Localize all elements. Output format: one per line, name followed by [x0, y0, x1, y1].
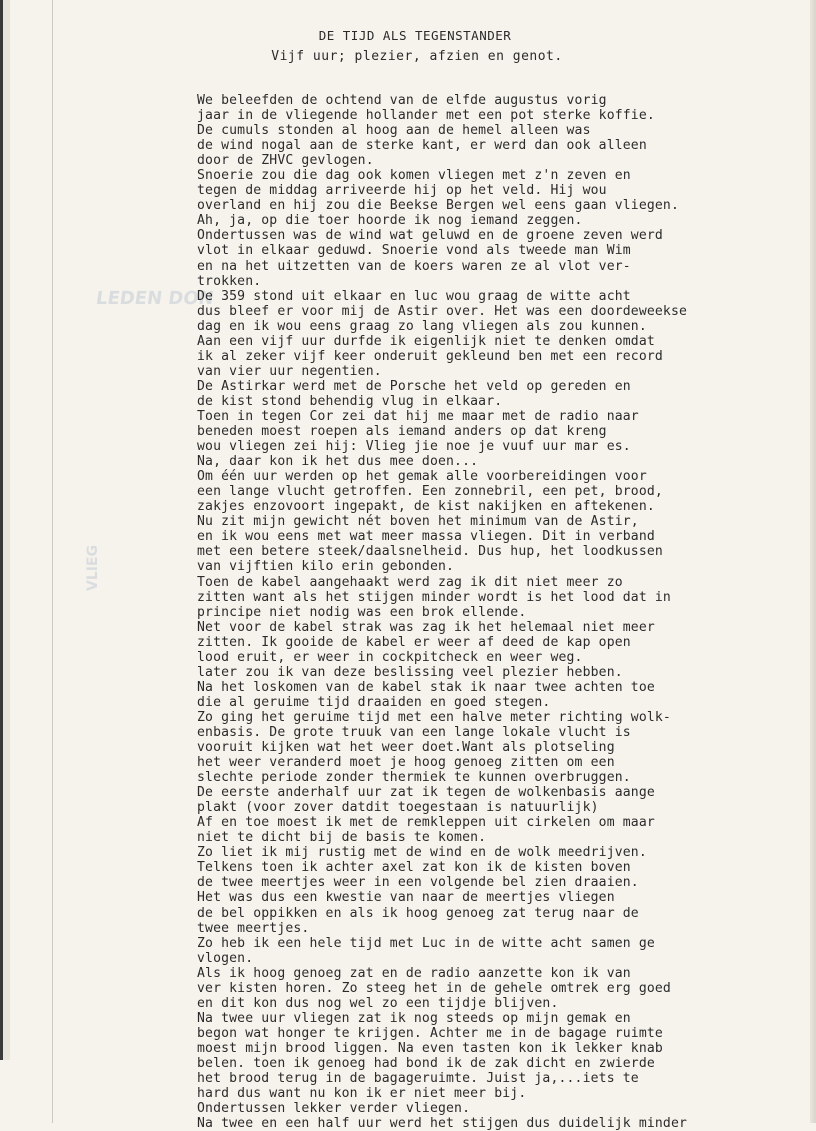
- text-line: We beleefden de ochtend van de elfde augustus vorig: [197, 93, 607, 108]
- text-line: Telkens toen ik achter axel zat kon ik de kisten boven: [197, 860, 631, 876]
- text-line: begon wat honger te krijgen. Achter me in de bagage ruimte: [197, 1025, 663, 1041]
- text-line: ver kisten horen. Zo steeg het in de gehele omtrek erg goed: [197, 980, 671, 996]
- text-line: beneden moest roepen als iemand anders op dat kreng: [197, 424, 607, 440]
- text-line: twee meertjes.: [197, 920, 310, 936]
- text-line: lood eruit, er weer in cockpitcheck en weer weg.: [197, 649, 583, 665]
- text-line: dus bleef er voor mij de Astir over. Het was een doordeweekse: [197, 303, 688, 319]
- text-line: jaar in de vliegende hollander met een pot sterke koffie.: [197, 108, 655, 124]
- bleed-through-text-vertical: VLIEG: [85, 544, 102, 592]
- text-line: tegen de middag arriveerde hij op het veld. Hij wou: [197, 183, 607, 199]
- text-line: Zo heb ik een hele tijd met Luc in de witte acht samen ge: [197, 935, 655, 951]
- text-line: Aan een vijf uur durfde ik eigenlijk niet te denken omdat: [197, 333, 655, 349]
- text-line: Zo ging het geruime tijd met een halve meter richting wolk-: [197, 709, 671, 725]
- text-line: wou vliegen zei hij: Vlieg jie noe je vuuf uur mar es.: [197, 439, 631, 455]
- document-subtitle: Vijf uur; plezier, afzien en genot.: [271, 49, 563, 64]
- text-line: overland en hij zou die Beekse Bergen wel eens gaan vliegen.: [197, 198, 679, 214]
- text-line: Toen in tegen Cor zei dat hij me maar met de radio naar: [197, 408, 639, 424]
- text-line: De eerste anderhalf uur zat ik tegen de wolkenbasis aange: [197, 785, 655, 801]
- text-line: een lange vlucht getroffen. Een zonnebril, een pet, brood,: [197, 484, 663, 500]
- text-line: met een betere steek/daalsnelheid. Dus hup, het loodkussen: [197, 544, 663, 560]
- text-line: niet te dicht bij de basis te komen.: [197, 830, 487, 846]
- text-line: Als ik hoog genoeg zat en de radio aanzette kon ik van: [197, 965, 631, 981]
- text-line: vooruit kijken wat het weer doet.Want als plotseling: [197, 740, 615, 756]
- text-line: Ondertussen was de wind wat geluwd en de groene zeven werd: [197, 228, 663, 244]
- bleed-through-text: LEDEN DON: [94, 288, 216, 309]
- text-line: de bel oppikken en als ik hoog genoeg zat terug naar de: [197, 905, 639, 921]
- text-line: van vijftien kilo erin gebonden.: [197, 559, 455, 575]
- text-line: Af en toe moest ik met de remkleppen uit cirkelen om maar: [197, 815, 655, 831]
- page-edge-left: [0, 0, 10, 1060]
- document-title: DE TIJD ALS TEGENSTANDER: [318, 28, 512, 43]
- text-line: het brood terug in de bagageruimte. Juist ja,...iets te: [197, 1071, 639, 1087]
- text-line: Om één uur werden op het gemak alle voorbereidingen voor: [197, 469, 647, 485]
- text-line: en na het uitzetten van de koers waren ze al vlot ver-: [197, 258, 631, 274]
- text-line: De cumuls stonden al hoog aan de hemel alleen was: [197, 123, 591, 139]
- text-line: dag en ik wou eens graag zo lang vliegen als zou kunnen.: [197, 318, 647, 334]
- text-line: Na het loskomen van de kabel stak ik naar twee achten toe: [197, 679, 655, 695]
- text-line: Na, daar kon ik het dus mee doen...: [197, 454, 479, 470]
- binding-line: [52, 0, 53, 1123]
- text-line: De 359 stond uit elkaar en luc wou graag de witte acht: [197, 288, 631, 304]
- text-line: het weer veranderd moet je hoog genoeg zitten om een: [197, 755, 615, 771]
- text-line: zitten want als het stijgen minder wordt is het lood dat in: [197, 589, 671, 605]
- text-line: plakt (voor zover datdit toegestaan is natuurlijk): [197, 800, 599, 816]
- text-line: van vier uur negentien.: [197, 363, 382, 379]
- text-line: hard dus want nu kon ik er niet meer bij.: [197, 1086, 527, 1102]
- text-line: De Astirkar werd met de Porsche het veld op gereden en: [197, 378, 631, 394]
- text-line: Na twee en een half uur werd het stijgen dus duidelijk minder: [197, 1116, 688, 1131]
- text-line: belen. toen ik genoeg had bond ik de zak dicht en zwierde: [197, 1056, 655, 1071]
- text-line: Snoerie zou die dag ook komen vliegen met z'n zeven en: [197, 168, 631, 184]
- text-line: de twee meertjes weer in een volgende bel zien draaien.: [197, 875, 639, 891]
- text-line: Ah, ja, op die toer hoorde ik nog iemand zeggen.: [197, 213, 583, 229]
- text-line: Na twee uur vliegen zat ik nog steeds op mijn gemak en: [197, 1010, 631, 1026]
- text-line: de kist stond behendig vlug in elkaar.: [197, 393, 503, 409]
- text-line: slechte periode zonder thermiek te kunnen overbruggen.: [197, 770, 631, 786]
- text-line: de wind nogal aan de sterke kant, er werd dan ook alleen: [197, 138, 647, 154]
- text-line: Toen de kabel aangehaakt werd zag ik dit niet meer zo: [197, 574, 623, 590]
- text-line: principe niet nodig was een brok ellende.: [197, 604, 527, 620]
- text-line: Zo liet ik mij rustig met de wind en de wolk meedrijven.: [197, 845, 647, 861]
- text-line: vlot in elkaar geduwd. Snoerie vond als tweede man Wim: [197, 243, 631, 259]
- text-line: enbasis. De grote truuk van een lange lokale vlucht is: [197, 724, 631, 740]
- text-line: zitten. Ik gooide de kabel er weer af deed de kap open: [197, 634, 631, 650]
- text-line: Nu zit mijn gewicht nét boven het minimum van de Astir,: [197, 514, 639, 530]
- document-heading: [0, 28, 816, 64]
- text-line: vlogen.: [197, 950, 254, 966]
- text-line: later zou ik van deze beslissing veel plezier hebben.: [197, 664, 623, 680]
- article-body: [197, 93, 757, 1131]
- text-line: door de ZHVC gevlogen.: [197, 153, 374, 169]
- text-line: zakjes enzovoort ingepakt, de kist nakijken en aftekenen.: [197, 499, 655, 515]
- text-line: en dit kon dus nog wel zo een tijdje blijven.: [197, 995, 559, 1011]
- text-line: en ik wou eens met wat meer massa vliegen. Dit in verband: [197, 529, 655, 545]
- text-line: Net voor de kabel strak was zag ik het helemaal niet meer: [197, 619, 655, 635]
- text-line: Ondertussen lekker verder vliegen.: [197, 1101, 471, 1117]
- text-line: Het was dus een kwestie van naar de meertjes vliegen: [197, 890, 615, 906]
- text-line: trokken.: [197, 273, 262, 289]
- text-line: ik al zeker vijf keer onderuit gekleund ben met een record: [197, 348, 663, 364]
- text-line: moest mijn brood liggen. Na even tasten kon ik lekker knab: [197, 1040, 663, 1056]
- page-edge-right: [810, 0, 816, 1123]
- text-line: die al geruime tijd draaiden en goed stegen.: [197, 694, 551, 710]
